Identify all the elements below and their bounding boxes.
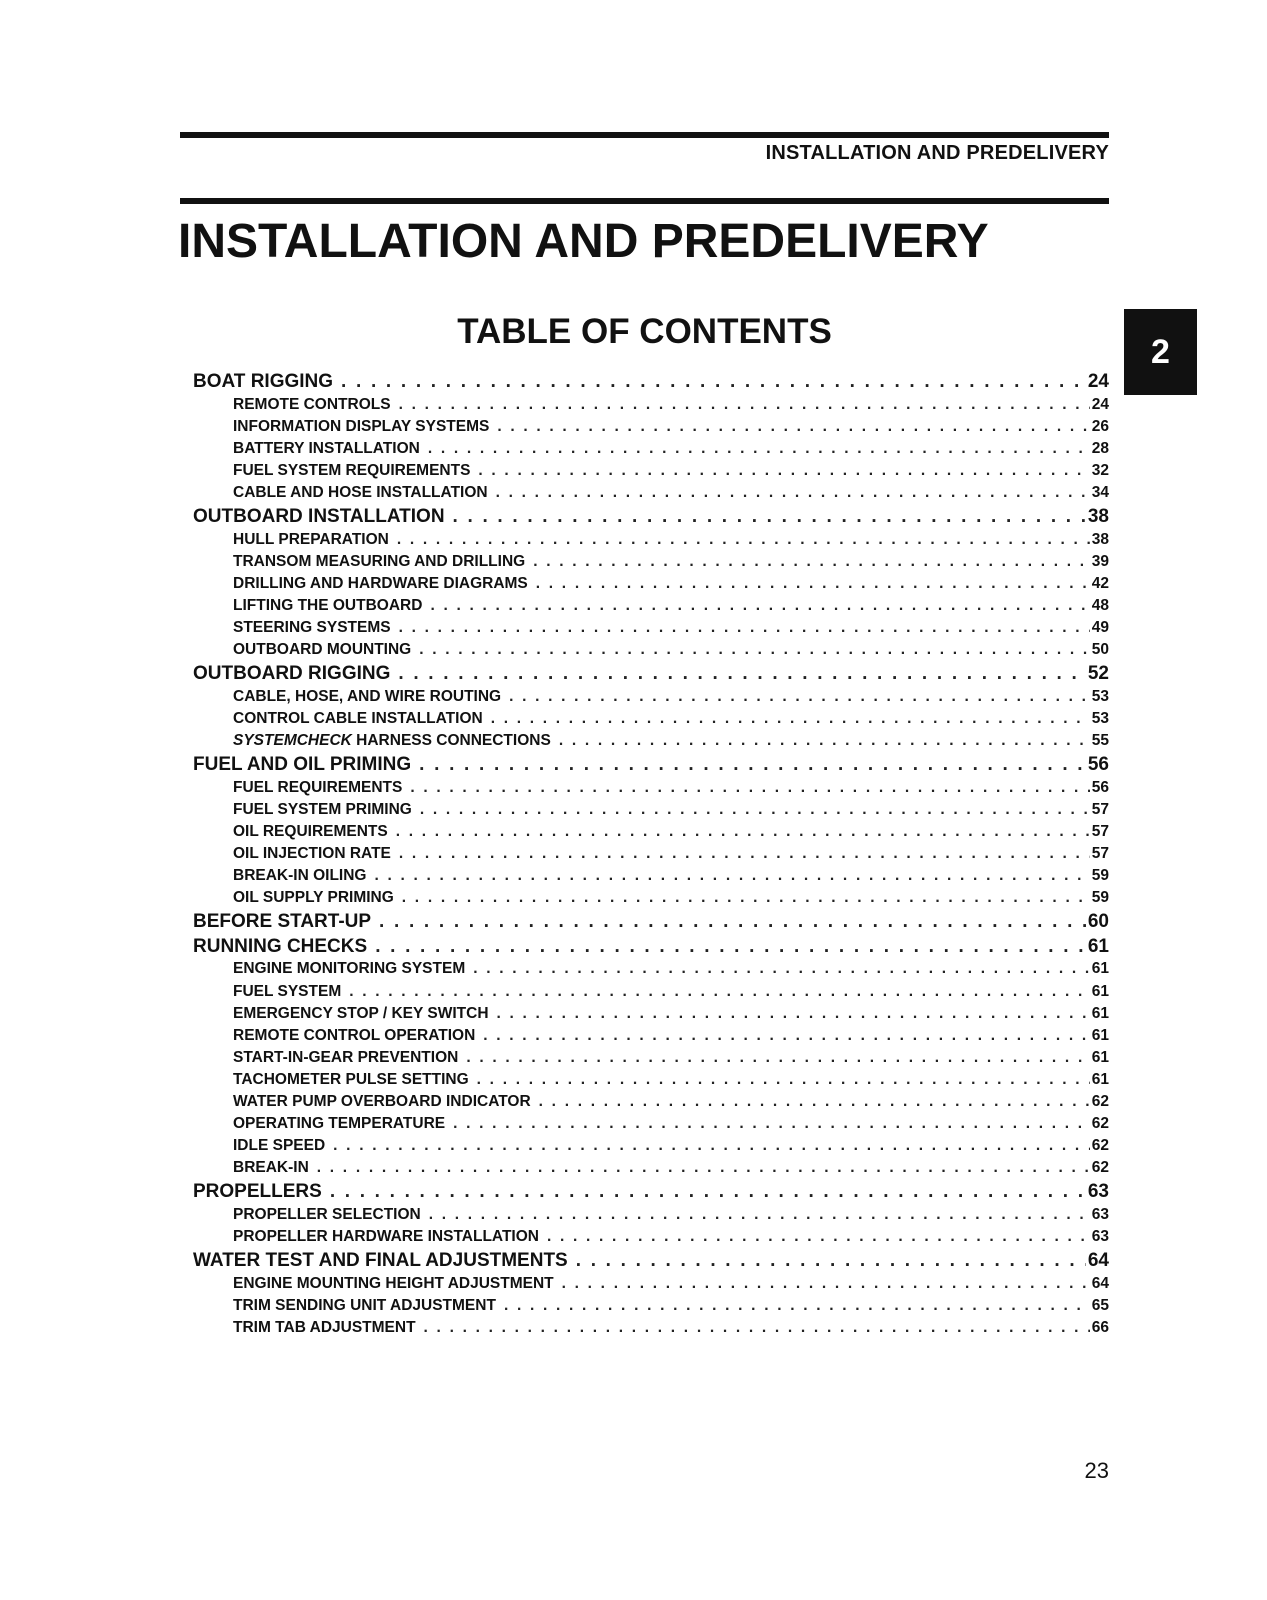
toc-entry-page: 64 — [1087, 1250, 1109, 1272]
toc-entry-page: 55 — [1091, 732, 1109, 749]
toc-entry-label — [233, 462, 478, 480]
toc-entry-label-text: FUEL SYSTEM PRIMING — [233, 800, 412, 818]
toc-subsection-entry[interactable] — [193, 440, 1109, 462]
toc-subsection-entry[interactable] — [193, 553, 1109, 575]
toc-entry-label-text: PROPELLER SELECTION — [233, 1205, 421, 1223]
toc-subsection-entry[interactable] — [193, 1206, 1109, 1228]
toc-entry-label-text: CABLE AND HOSE INSTALLATION — [233, 483, 488, 501]
toc-entry-label-text: TRIM TAB ADJUSTMENT — [233, 1318, 416, 1336]
toc-subsection-entry[interactable] — [193, 1297, 1109, 1319]
toc-entry-page: 48 — [1091, 596, 1109, 614]
toc-entry-label — [233, 553, 533, 571]
toc-entry-label-text: START-IN-GEAR PREVENTION — [233, 1048, 459, 1066]
dot-leader — [330, 1181, 1086, 1203]
toc-entry-page: 61 — [1087, 935, 1109, 957]
toc-subsection-entry[interactable] — [193, 1115, 1109, 1137]
toc-entry-label-text: TACHOMETER PULSE SETTING — [233, 1070, 469, 1088]
toc-entry-label — [193, 1250, 576, 1272]
toc-entry-label — [233, 845, 399, 863]
toc-entry-page: 65 — [1091, 1296, 1109, 1314]
toc-section-entry[interactable] — [193, 936, 1109, 961]
toc-entry-label-text: OIL REQUIREMENTS — [233, 822, 388, 840]
dot-leader — [466, 1049, 1089, 1067]
toc-section-entry[interactable] — [193, 754, 1109, 779]
toc-subsection-entry[interactable] — [193, 641, 1109, 663]
toc-entry-label — [233, 619, 399, 637]
toc-entry-page: 64 — [1091, 1274, 1109, 1292]
toc-entry-page: 52 — [1087, 663, 1109, 685]
toc-entry-page: 28 — [1091, 439, 1109, 457]
dot-leader — [379, 911, 1086, 933]
toc-entry-label-text: BEFORE START-UP — [193, 911, 372, 933]
toc-entry-label-text: ENGINE MOUNTING HEIGHT ADJUSTMENT — [233, 1274, 554, 1292]
toc-subsection-entry[interactable] — [193, 779, 1109, 801]
toc-entry-page: 62 — [1091, 1137, 1109, 1155]
toc-entry-page: 63 — [1087, 1181, 1109, 1203]
toc-entry-page: 53 — [1091, 709, 1109, 727]
toc-entry-page: 66 — [1091, 1318, 1109, 1336]
dot-leader — [399, 845, 1090, 863]
toc-entry-page: 63 — [1091, 1205, 1109, 1223]
dot-leader — [410, 779, 1089, 797]
toc-entry-label-text: BATTERY INSTALLATION — [233, 439, 420, 457]
toc-entry-label-text: OUTBOARD MOUNTING — [233, 641, 412, 659]
toc-section-entry[interactable] — [193, 506, 1109, 531]
dot-leader — [349, 983, 1090, 1001]
toc-subsection-entry[interactable] — [193, 688, 1109, 710]
toc-entry-label — [233, 983, 349, 1001]
dot-leader — [504, 1297, 1090, 1315]
toc-subsection-entry[interactable] — [193, 801, 1109, 823]
toc-entry-label-text: RUNNING CHECKS — [193, 935, 368, 957]
toc-entry-page: 61 — [1091, 982, 1109, 1000]
toc-entry-page: 50 — [1091, 641, 1109, 659]
toc-entry-label — [233, 688, 509, 706]
toc-subsection-entry[interactable] — [193, 531, 1109, 553]
toc-entry-label-text: HULL PREPARATION — [233, 530, 389, 548]
toc-entry-label-text: OUTBOARD RIGGING — [193, 663, 391, 685]
toc-subsection-entry[interactable] — [193, 619, 1109, 641]
dot-leader — [396, 823, 1090, 841]
toc-title: TABLE OF CONTENTS — [457, 312, 832, 351]
toc-entry-page: 39 — [1091, 552, 1109, 570]
toc-entry-label-text: HARNESS CONNECTIONS — [356, 732, 551, 749]
toc-entry-label — [233, 1137, 333, 1155]
dot-leader — [398, 663, 1085, 685]
toc-entry-page: 38 — [1087, 506, 1109, 528]
page-number: 23 — [1084, 1458, 1109, 1483]
toc-subsection-entry[interactable] — [193, 1228, 1109, 1250]
toc-subsection-entry[interactable] — [193, 1319, 1109, 1341]
toc-entry-label-text: CONTROL CABLE INSTALLATION — [233, 709, 483, 727]
toc-entry-label — [233, 779, 410, 797]
dot-leader — [399, 619, 1090, 637]
toc-section-entry[interactable] — [193, 663, 1109, 688]
toc-entry-label — [233, 801, 420, 819]
toc-entry-label-text: OUTBOARD INSTALLATION — [193, 506, 445, 528]
toc-subsection-entry[interactable] — [193, 983, 1109, 1005]
toc-entry-page: 57 — [1091, 844, 1109, 862]
dot-leader — [402, 889, 1090, 907]
toc-entry-label-text: WATER PUMP OVERBOARD INDICATOR — [233, 1093, 531, 1110]
toc-subsection-entry[interactable] — [193, 1093, 1109, 1115]
toc-entry-label — [193, 1181, 330, 1203]
dot-leader — [429, 1206, 1090, 1224]
dot-leader — [317, 1159, 1090, 1177]
toc-entry-label — [233, 1275, 562, 1293]
toc-entry-label-text: TRANSOM MEASURING AND DRILLING — [233, 552, 526, 570]
toc-entry-page: 57 — [1091, 800, 1109, 818]
chapter-tab: 2 — [1124, 309, 1197, 395]
toc-entry-label — [193, 506, 453, 528]
toc-entry-label — [233, 1071, 477, 1089]
toc-entry-page: 56 — [1087, 754, 1109, 776]
dot-leader — [576, 1250, 1086, 1272]
toc-entry-page: 59 — [1091, 867, 1109, 885]
toc-entry-page: 53 — [1091, 687, 1109, 705]
toc-entry-label-text: STEERING SYSTEMS — [233, 619, 391, 637]
toc-entry-label-text: REMOTE CONTROL OPERATION — [233, 1026, 476, 1044]
toc-subsection-entry[interactable] — [193, 1005, 1109, 1027]
toc-entry-label-text: EMERGENCY STOP / KEY SWITCH — [233, 1004, 489, 1022]
dot-leader — [399, 396, 1090, 414]
toc-entry-label — [233, 1206, 429, 1224]
toc-entry-label — [233, 418, 497, 436]
dot-leader — [419, 754, 1086, 776]
toc-entry-label-text: IDLE SPEED — [233, 1137, 326, 1155]
toc-entry-page: 57 — [1091, 822, 1109, 840]
toc-entry-label-text: OPERATING TEMPERATURE — [233, 1115, 446, 1133]
toc-entry-label-text: FUEL AND OIL PRIMING — [193, 754, 412, 776]
dot-leader — [420, 801, 1090, 819]
toc-section-entry[interactable] — [193, 1181, 1109, 1206]
toc-subsection-entry[interactable] — [193, 418, 1109, 440]
toc-subsection-entry[interactable] — [193, 867, 1109, 889]
toc-entry-label — [233, 396, 399, 414]
toc-subsection-entry[interactable] — [193, 462, 1109, 484]
chapter-title: INSTALLATION AND PREDELIVERY — [178, 215, 989, 268]
toc-subsection-entry[interactable] — [193, 1159, 1109, 1181]
toc-entry-label — [233, 1115, 453, 1133]
toc-entry-label — [233, 1005, 497, 1023]
dot-leader — [547, 1228, 1090, 1246]
toc-entry-label — [233, 889, 402, 907]
toc-entry-label — [193, 663, 398, 685]
toc-entry-label — [233, 1319, 424, 1337]
toc-subsection-entry[interactable] — [193, 732, 1109, 754]
toc-entry-label-text: FUEL SYSTEM — [233, 982, 342, 1000]
toc-entry-label — [233, 867, 374, 885]
toc-entry-label-text: LIFTING THE OUTBOARD — [233, 596, 423, 614]
toc-entry-label-text: BREAK-IN — [233, 1159, 309, 1177]
header-rule-bottom — [180, 198, 1109, 204]
toc-entry-label — [233, 823, 396, 841]
toc-entry-page: 60 — [1087, 911, 1109, 933]
toc-entry-page: 34 — [1091, 483, 1109, 501]
toc-subsection-entry[interactable] — [193, 597, 1109, 619]
dot-leader — [533, 553, 1090, 571]
toc-entry-page: 24 — [1087, 371, 1109, 392]
toc-entry-page: 59 — [1091, 889, 1109, 907]
dot-leader — [497, 418, 1089, 436]
running-header: INSTALLATION AND PREDELIVERY — [765, 142, 1109, 164]
toc-entry-page: 42 — [1091, 574, 1109, 592]
toc-subsection-entry[interactable] — [193, 845, 1109, 867]
dot-leader — [333, 1137, 1090, 1155]
toc-entry-page: 62 — [1091, 1115, 1109, 1133]
toc-subsection-entry[interactable] — [193, 396, 1109, 418]
dot-leader — [491, 710, 1090, 728]
toc-entry-page: 61 — [1091, 960, 1109, 978]
toc-section-entry[interactable] — [193, 911, 1109, 936]
dot-leader — [539, 1093, 1090, 1111]
toc-entry-label-text: OIL INJECTION RATE — [233, 844, 391, 862]
toc-entry-label — [233, 1093, 539, 1111]
toc-entry-label-text: FUEL REQUIREMENTS — [233, 778, 403, 796]
dot-leader — [453, 506, 1086, 528]
toc-entry-label-text: BOAT RIGGING — [193, 371, 334, 392]
toc-entry-label — [233, 710, 491, 728]
toc-entry-label — [233, 641, 419, 659]
toc-entry-label — [233, 1297, 504, 1315]
toc-entry-page: 61 — [1091, 1048, 1109, 1066]
toc-subsection-entry[interactable] — [193, 823, 1109, 845]
dot-leader — [428, 440, 1090, 458]
toc-subsection-entry[interactable] — [193, 1027, 1109, 1049]
dot-leader — [453, 1115, 1090, 1133]
header-rule-top — [180, 132, 1109, 138]
dot-leader — [536, 575, 1090, 593]
dot-leader — [497, 1005, 1090, 1023]
dot-leader — [397, 531, 1090, 549]
dot-leader — [478, 462, 1089, 480]
toc-entry-label — [233, 1228, 547, 1246]
dot-leader — [496, 484, 1090, 502]
toc-subsection-entry[interactable] — [193, 1071, 1109, 1093]
dot-leader — [374, 867, 1089, 885]
dot-leader — [341, 371, 1086, 393]
dot-leader — [483, 1027, 1089, 1045]
toc-entry-label — [233, 1027, 483, 1045]
table-of-contents — [193, 371, 1109, 1341]
toc-entry-label-text: PROPELLER HARDWARE INSTALLATION — [233, 1228, 539, 1246]
dot-leader — [559, 732, 1090, 750]
toc-entry-page: 62 — [1091, 1159, 1109, 1177]
toc-subsection-entry[interactable] — [193, 960, 1109, 982]
dot-leader — [430, 597, 1089, 615]
toc-entry-label — [193, 911, 379, 933]
dot-leader — [419, 641, 1090, 659]
toc-entry-page: 32 — [1091, 461, 1109, 479]
toc-entry-label — [233, 1049, 466, 1067]
toc-entry-label — [233, 960, 473, 978]
toc-entry-label — [233, 1159, 317, 1177]
toc-entry-label-text: INFORMATION DISPLAY SYSTEMS — [233, 417, 490, 435]
toc-entry-label-text: DRILLING AND HARDWARE DIAGRAMS — [233, 574, 528, 592]
toc-entry-page: 62 — [1091, 1093, 1109, 1110]
toc-section-entry[interactable] — [193, 371, 1109, 396]
toc-entry-page: 61 — [1091, 1070, 1109, 1088]
toc-entry-label — [193, 371, 341, 393]
toc-entry-label-text: TRIM SENDING UNIT ADJUSTMENT — [233, 1296, 496, 1314]
toc-entry-page: 38 — [1091, 530, 1109, 548]
toc-entry-label-text: BREAK-IN OILING — [233, 867, 367, 885]
toc-entry-page: 24 — [1091, 395, 1109, 413]
toc-entry-label — [233, 440, 428, 458]
toc-entry-label-text: OIL SUPPLY PRIMING — [233, 889, 394, 907]
dot-leader — [562, 1275, 1090, 1293]
toc-entry-page: 26 — [1091, 417, 1109, 435]
toc-entry-page: 63 — [1091, 1228, 1109, 1246]
toc-entry-page: 49 — [1091, 619, 1109, 637]
dot-leader — [473, 960, 1090, 978]
toc-subsection-entry[interactable] — [193, 889, 1109, 911]
toc-subsection-entry[interactable] — [193, 1275, 1109, 1297]
toc-entry-label — [233, 484, 496, 502]
toc-entry-label-text: REMOTE CONTROLS — [233, 395, 391, 413]
toc-entry-label — [233, 597, 430, 615]
toc-subsection-entry[interactable] — [193, 1049, 1109, 1071]
toc-entry-label-text: PROPELLERS — [193, 1181, 322, 1203]
dot-leader — [424, 1319, 1090, 1337]
toc-subsection-entry[interactable] — [193, 484, 1109, 506]
toc-subsection-entry[interactable] — [193, 575, 1109, 597]
toc-subsection-entry[interactable] — [193, 710, 1109, 732]
toc-entry-label — [233, 732, 559, 750]
toc-entry-label-text: WATER TEST AND FINAL ADJUSTMENTS — [193, 1250, 568, 1272]
dot-leader — [509, 688, 1090, 706]
dot-leader — [477, 1071, 1090, 1089]
toc-entry-label-text: ENGINE MONITORING SYSTEM — [233, 960, 466, 978]
toc-entry-label — [233, 575, 536, 593]
toc-entry-label-text: FUEL SYSTEM REQUIREMENTS — [233, 461, 471, 479]
toc-entry-label — [193, 754, 419, 776]
toc-entry-page: 61 — [1091, 1004, 1109, 1022]
dot-leader — [375, 936, 1086, 958]
toc-entry-label-emphasis: SYSTEMCHECK — [233, 732, 352, 749]
toc-entry-page: 56 — [1091, 778, 1109, 796]
toc-entry-label-text: CABLE, HOSE, AND WIRE ROUTING — [233, 687, 502, 705]
toc-entry-label — [233, 531, 397, 549]
toc-section-entry[interactable] — [193, 1250, 1109, 1275]
toc-subsection-entry[interactable] — [193, 1137, 1109, 1159]
toc-entry-label — [193, 936, 375, 958]
toc-entry-page: 61 — [1091, 1026, 1109, 1044]
